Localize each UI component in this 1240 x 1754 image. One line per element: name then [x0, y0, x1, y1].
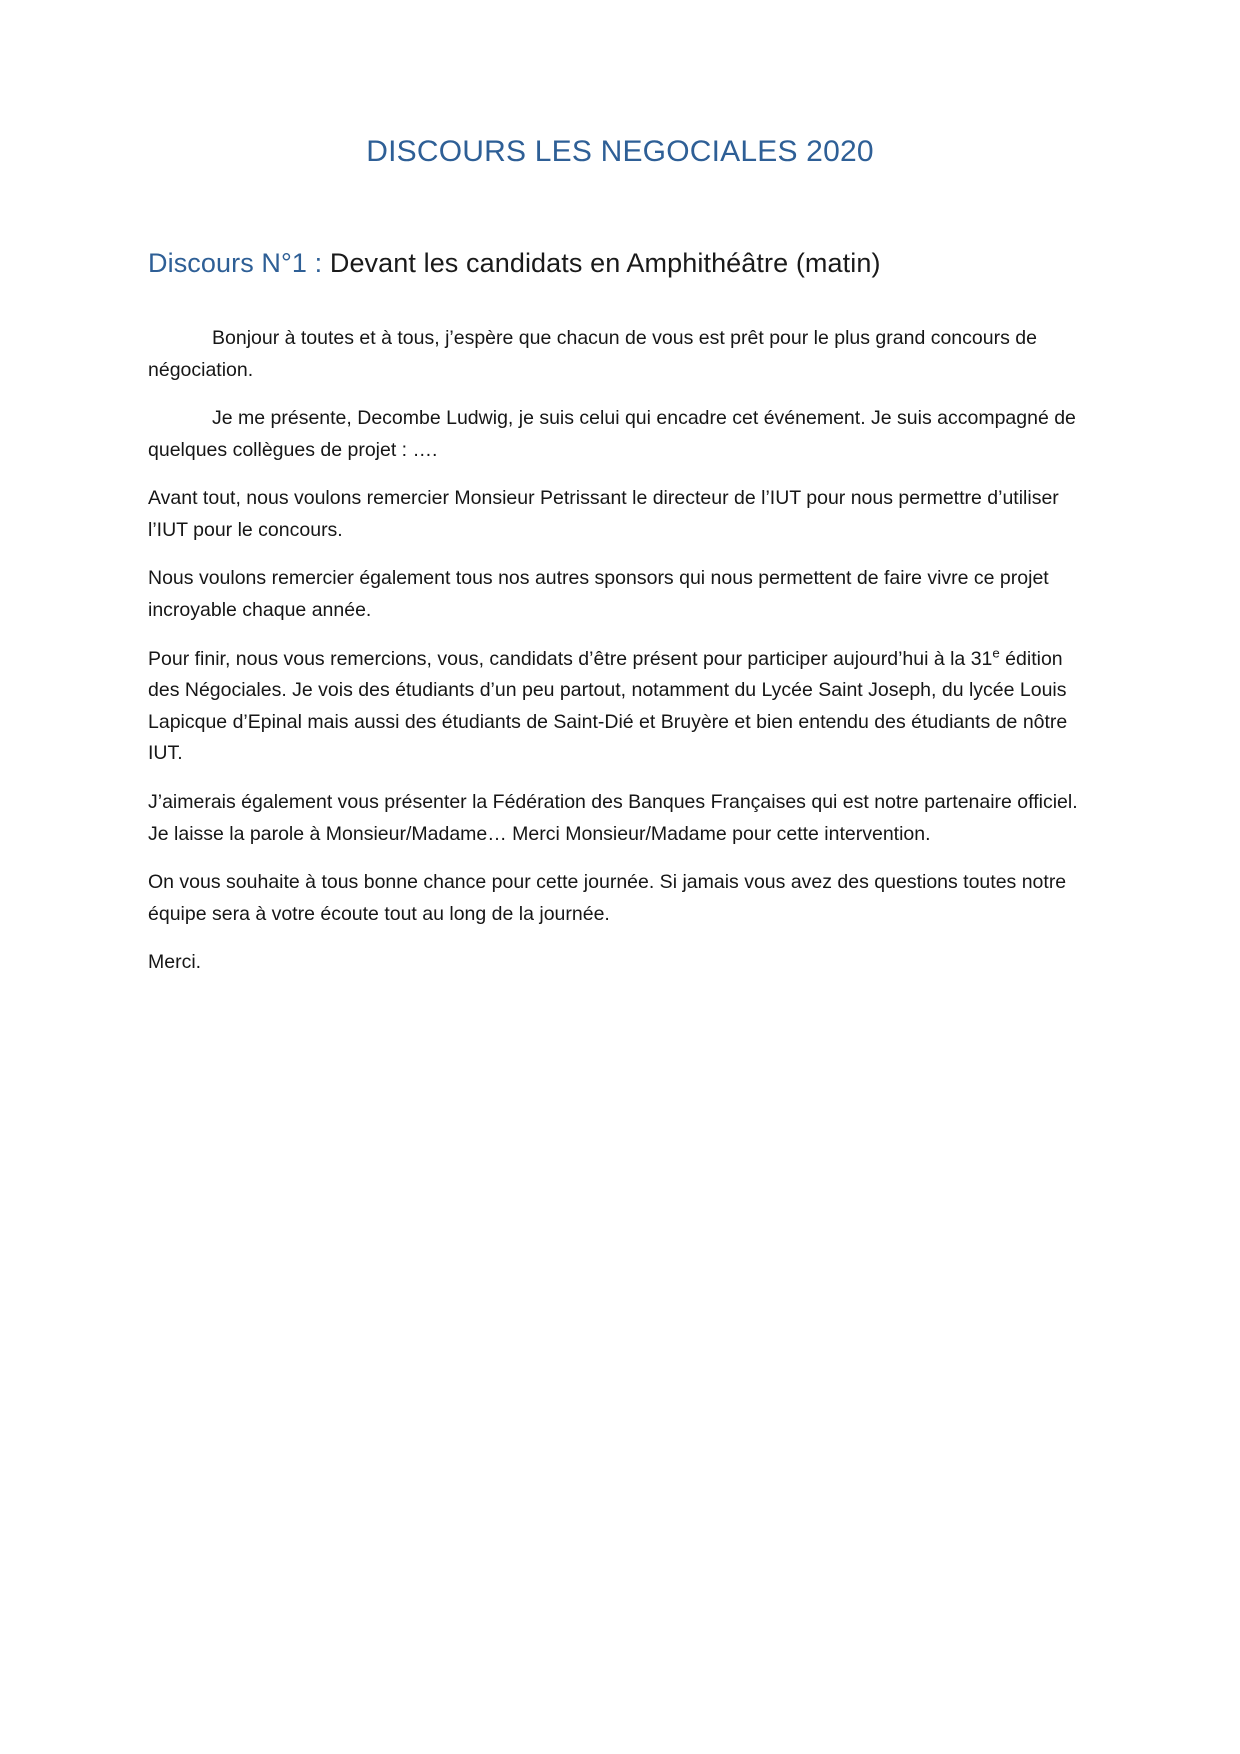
paragraph: J’aimerais également vous présenter la Fédération des Banques Françaises qui est notre partenaire officiel. Je laisse la parole à Monsieur/Madame… Merci Monsieur/Madame pour cette intervention.	[148, 790, 1078, 845]
paragraph: Bonjour à toutes et à tous, j’espère que chacun de vous est prêt pour le plus grand concours de négociation.	[148, 327, 1037, 381]
paragraph: On vous souhaite à tous bonne chance pour cette journée. Si jamais vous avez des questions toutes notre équipe sera à votre écoute tout au long de la journée.	[148, 871, 1067, 925]
paragraph: Avant tout, nous voulons remercier Monsieur Petrissant le directeur de l’IUT pour nous permettre d’utiliser l’IUT pour le concours.	[148, 487, 1059, 541]
paragraph: Merci.	[148, 951, 202, 974]
section-heading	[148, 169, 1092, 279]
section-heading-rest: Devant les candidats en Amphithéâtre (matin)	[329, 248, 881, 278]
paragraph: Je me présente, Decombe Ludwig, je suis celui qui encadre cet événement. Je suis accompagné de quelques collègues de projet : ….	[148, 407, 1076, 461]
document-body	[148, 279, 1092, 979]
page-title: DISCOURS LES NEGOCIALES 2020	[366, 135, 874, 168]
section-heading-prefix: Discours N°1 :	[148, 248, 330, 278]
paragraph: Pour finir, nous vous remercions, vous, candidats d’être présent pour participer aujourd’hui à la 31e édition des Négociales. Je vois des étudiants d’un peu partout, notamment du Lycée Saint Joseph, du lycée Louis Lapicque d’Epinal mais aussi des étudiants de Saint-Dié et Bruyère et bien entendu des étudiants de nôtre IUT.	[148, 645, 1068, 765]
paragraph: Nous voulons remercier également tous nos autres sponsors qui nous permettent de faire vivre ce projet incroyable chaque année.	[148, 567, 1049, 622]
